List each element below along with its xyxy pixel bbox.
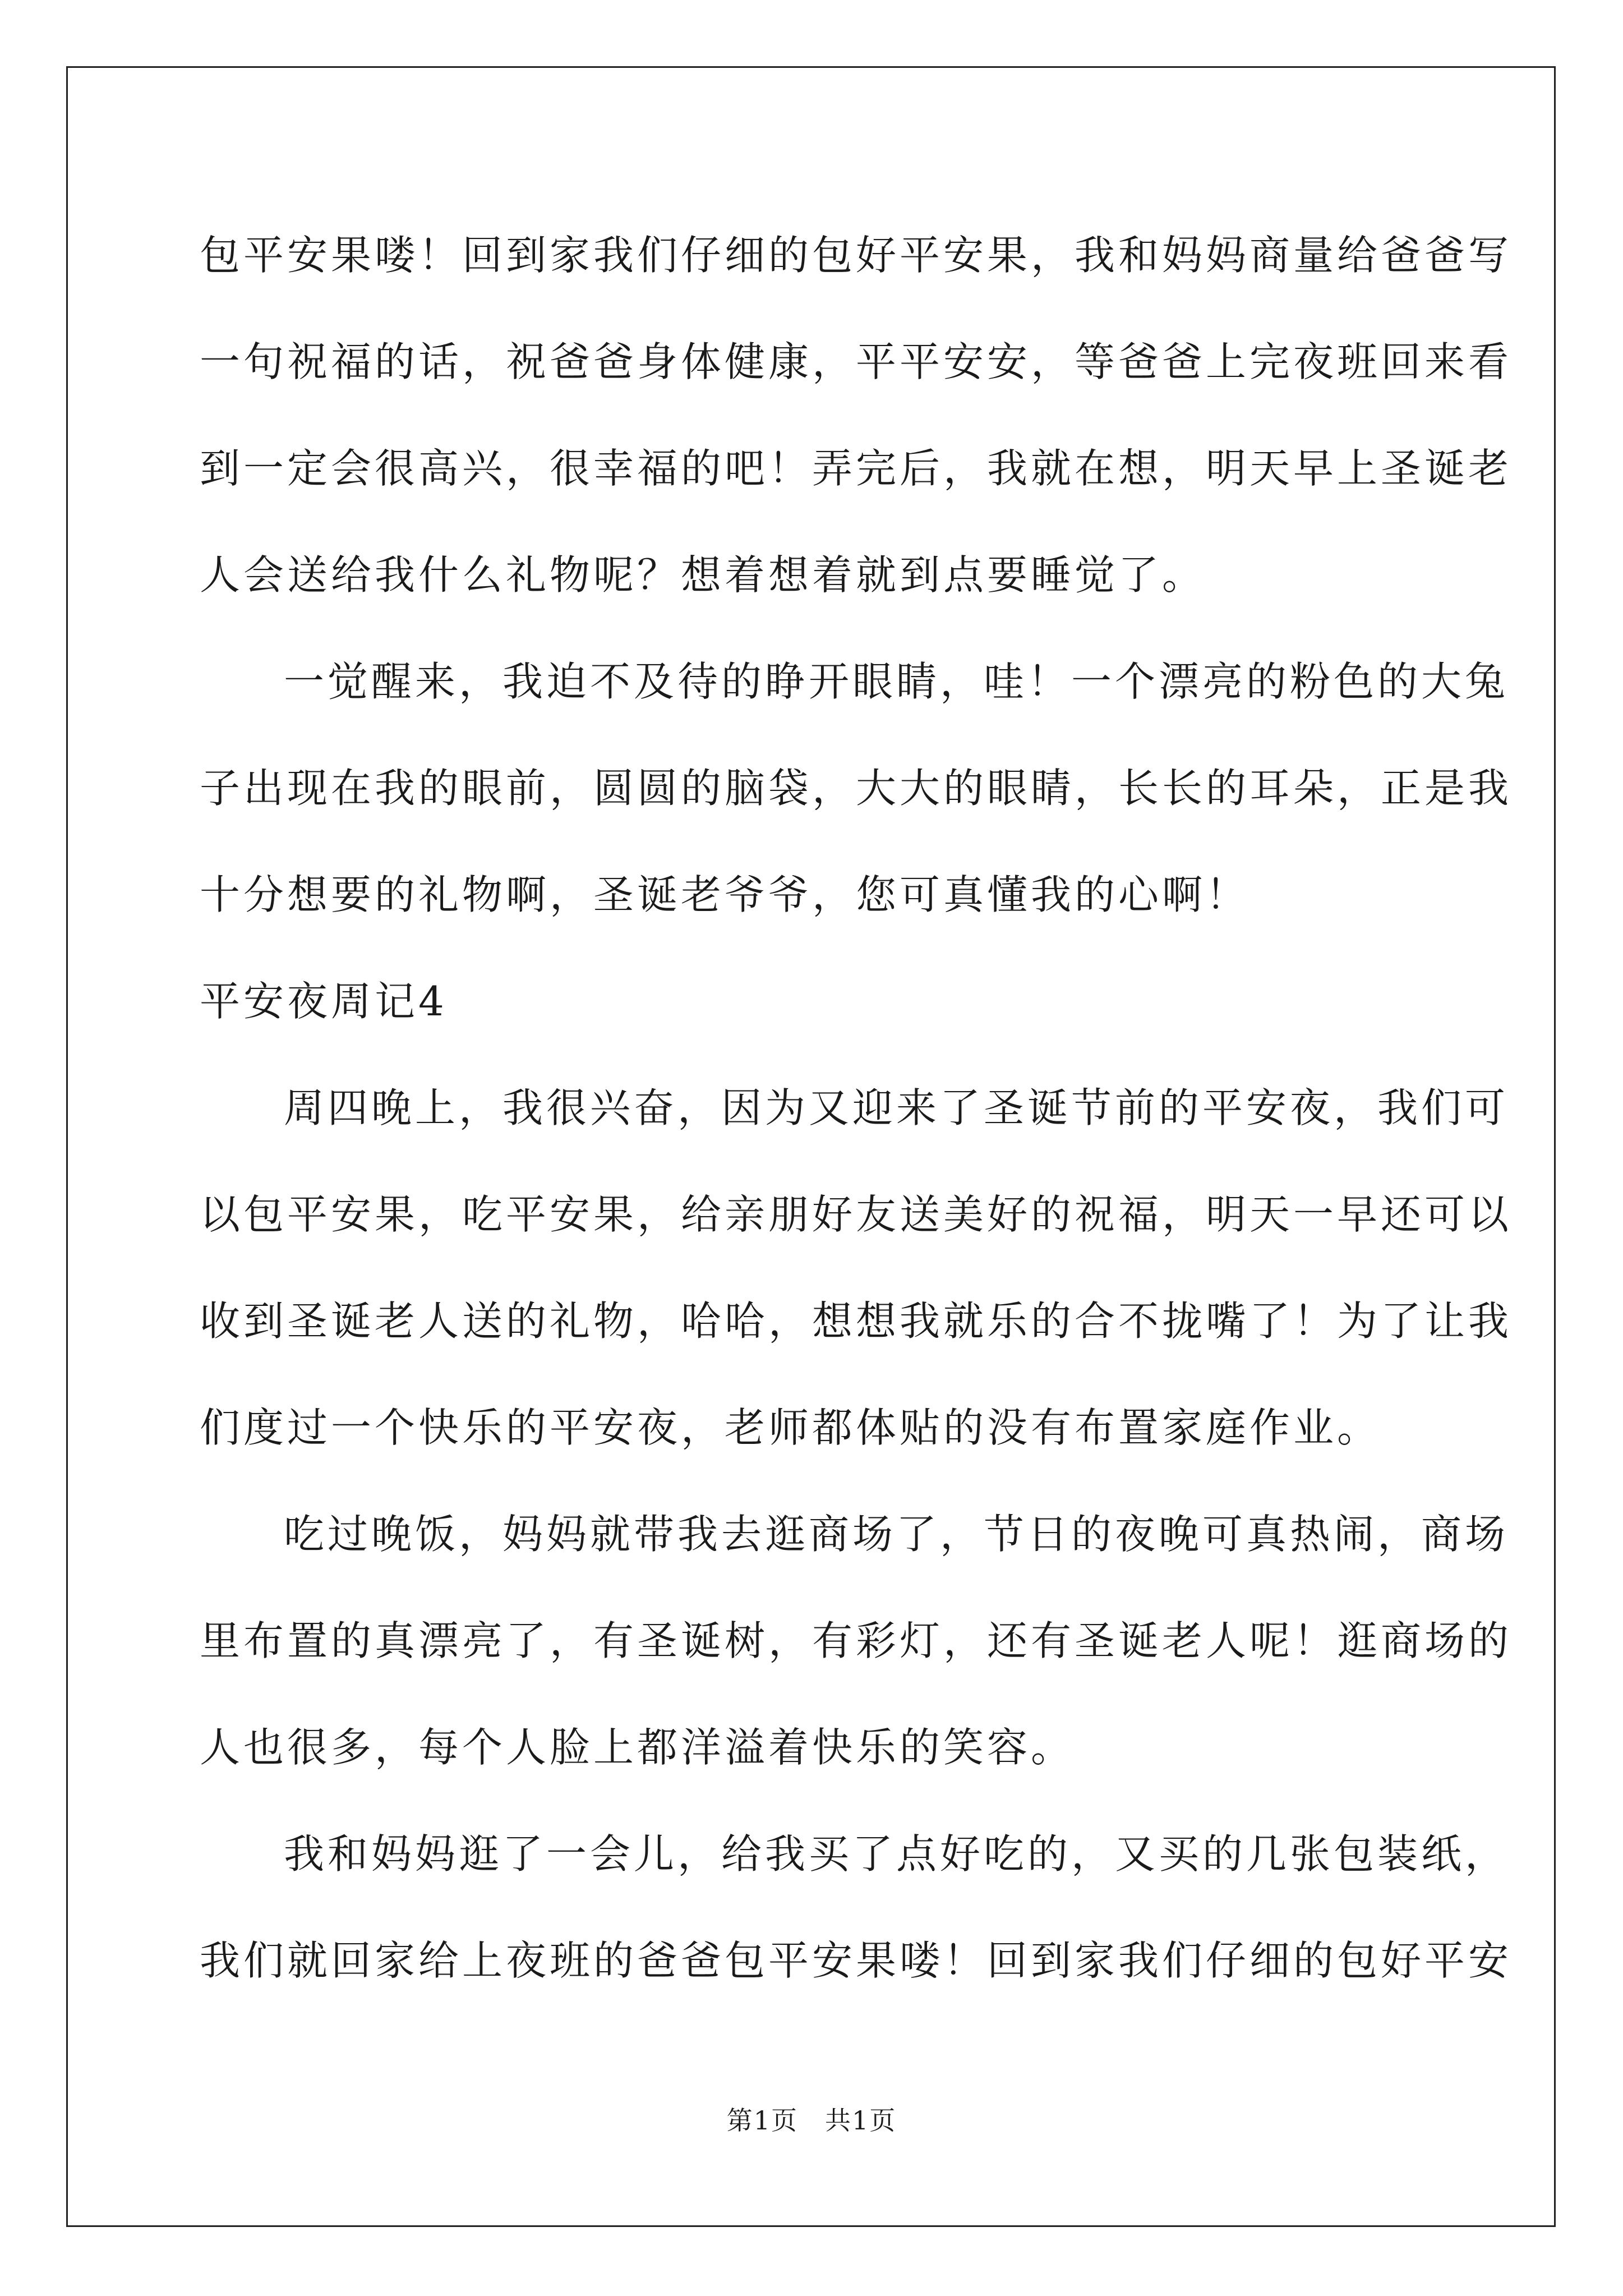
page-total: 共1页 — [825, 2105, 897, 2136]
paragraph-start-line: 周四晚上，我很兴奋，因为又迎来了圣诞节前的平安夜，我们可 — [284, 1084, 1509, 1131]
text-line: 里布置的真漂亮了，有圣诞树，有彩灯，还有圣诞老人呢！逛商场的 — [200, 1617, 1513, 1664]
text-line: 以包平安果，吃平安果，给亲朋好友送美好的祝福，明天一早还可以 — [200, 1191, 1513, 1238]
text-line: 人会送给我什么礼物呢？想着想着就到点要睡觉了。 — [200, 551, 1206, 599]
page-footer — [0, 2104, 1623, 2137]
text-line: 子出现在我的眼前，圆圆的脑袋，大大的眼睛，长长的耳朵，正是我 — [200, 765, 1513, 812]
paragraph-start-line: 一觉醒来，我迫不及待的睁开眼睛，哇！一个漂亮的粉色的大兔 — [284, 658, 1509, 705]
paragraph-start-line: 吃过晚饭，妈妈就带我去逛商场了，节日的夜晚可真热闹，商场 — [284, 1511, 1509, 1558]
text-line: 十分想要的礼物啊，圣诞老爷爷，您可真懂我的心啊！ — [200, 871, 1250, 918]
text-line: 一句祝福的话，祝爸爸身体健康，平平安安，等爸爸上完夜班回来看 — [200, 338, 1513, 385]
text-line: 到一定会很高兴，很幸福的吧！弄完后，我就在想，明天早上圣诞老 — [200, 445, 1513, 492]
page-number: 第1页 — [726, 2105, 798, 2136]
text-line: 们度过一个快乐的平安夜，老师都体贴的没有布置家庭作业。 — [200, 1404, 1381, 1451]
text-line: 收到圣诞老人送的礼物，哈哈，想想我就乐的合不拢嘴了！为了让我 — [200, 1297, 1513, 1345]
paragraph-start-line: 我和妈妈逛了一会儿，给我买了点好吃的，又买的几张包装纸， — [284, 1830, 1509, 1878]
document-body — [200, 202, 1513, 2014]
text-line: 我们就回家给上夜班的爸爸包平安果喽！回到家我们仔细的包好平安 — [200, 1937, 1513, 1984]
text-line: 包平安果喽！回到家我们仔细的包好平安果，我和妈妈商量给爸爸写 — [200, 232, 1513, 279]
text-line: 人也很多，每个人脸上都洋溢着快乐的笑容。 — [200, 1724, 1075, 1771]
section-heading: 平安夜周记4 — [200, 978, 448, 1025]
